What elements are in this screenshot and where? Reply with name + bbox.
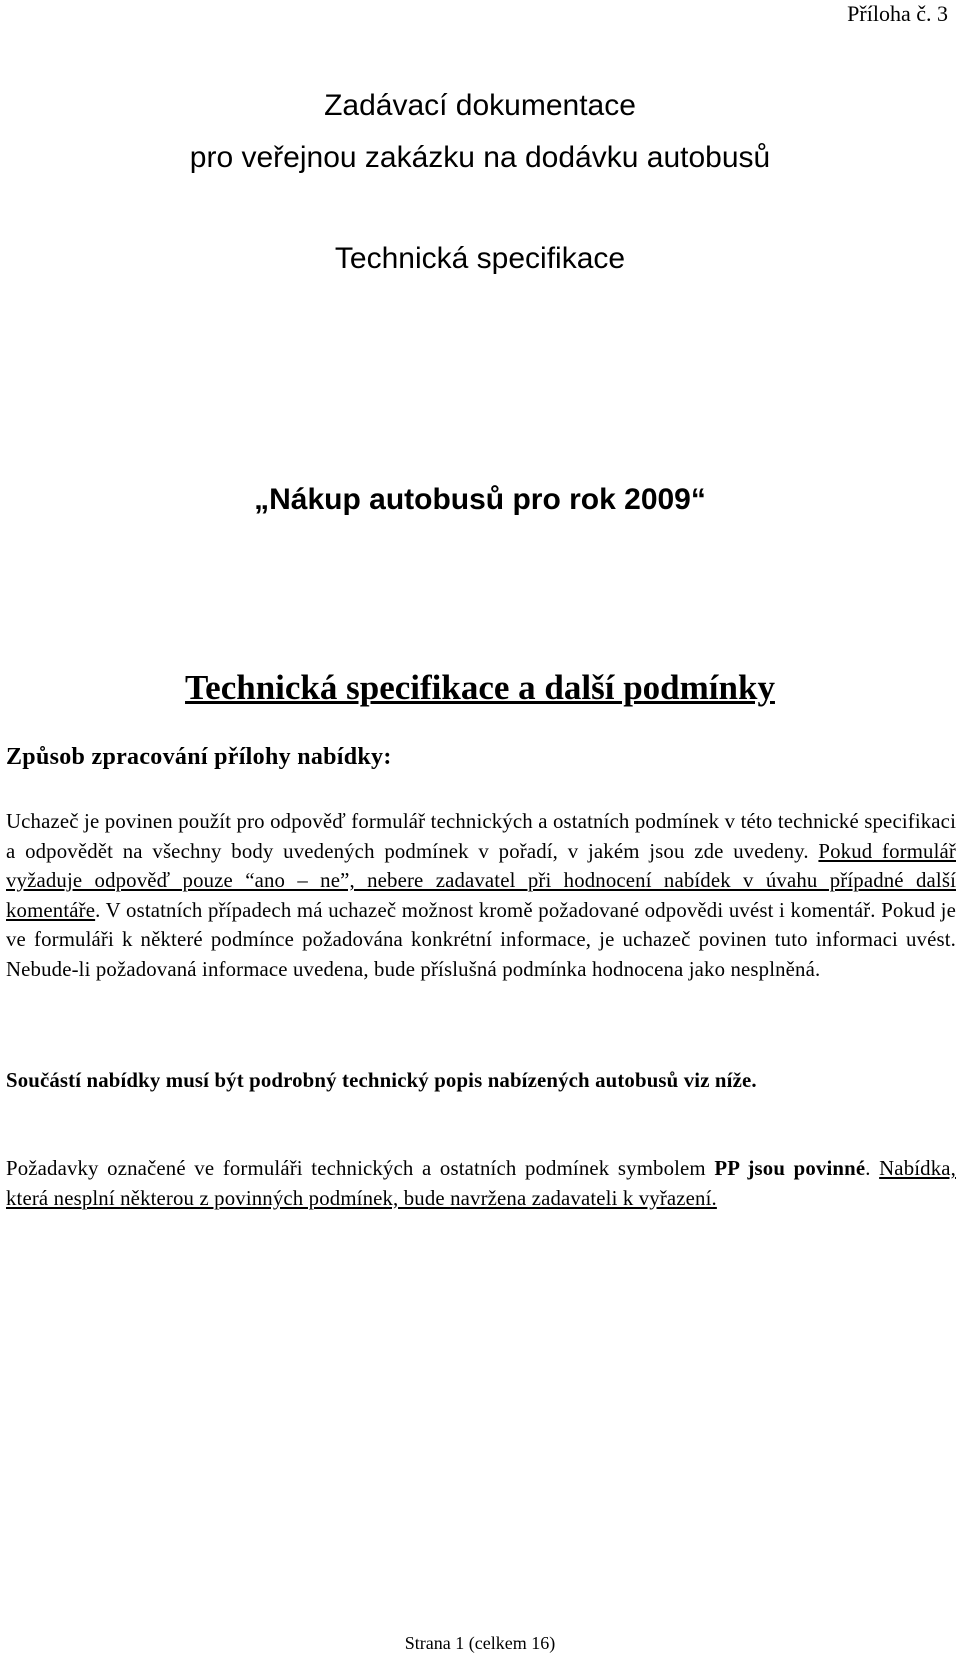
mandatory-requirements-paragraph bbox=[6, 1154, 956, 1213]
paragraph-text: . V ostatních případech má uchazeč možnost kromě požadované odpovědi uvést i komentář. Pokud je ve formuláři k některé podmínce požadována konkrétní informace, je uchazeč povinen tuto informaci uvést. Nebude-li požadovaná informace uvedena, bude příslušná podmínka hodnocena jako nesplněná. bbox=[6, 898, 956, 981]
document-title-line-1: Zadávací dokumentace bbox=[324, 89, 636, 122]
method-heading: Způsob zpracování přílohy nabídky: bbox=[6, 744, 392, 770]
project-name: „Nákup autobusů pro rok 2009“ bbox=[254, 483, 706, 516]
document-title-line-3: Technická specifikace bbox=[334, 242, 626, 275]
page-footer: Strana 1 (celkem 16) bbox=[404, 1633, 556, 1653]
instructions-paragraph bbox=[6, 807, 956, 984]
section-heading: Technická specifikace a další podmínky bbox=[185, 668, 775, 707]
paragraph-text: Požadavky označené ve formuláři technických a ostatních podmínek symbolem bbox=[6, 1157, 715, 1180]
annex-label: Příloha č. 3 bbox=[847, 1, 948, 26]
paragraph-text: . bbox=[865, 1157, 880, 1180]
document-title-line-2: pro veřejnou zakázku na dodávku autobusů bbox=[189, 141, 771, 174]
technical-description-note: Součástí nabídky musí být podrobný technický popis nabízených autobusů viz níže. bbox=[6, 1069, 757, 1092]
paragraph-text: Uchazeč je povinen použít pro odpověď formulář technických a ostatních podmínek v této technické specifikaci a odpovědět na všechny body uvedených podmínek v pořadí, v jakém jsou zde uvedeny. bbox=[6, 810, 956, 863]
underlined-text: Nabídka, která nesplní některou z povinných podmínek, bude navržena zadavateli k vyřazení. bbox=[6, 1157, 956, 1210]
underlined-text: Pokud formulář vyžaduje odpověď pouze “ano – ne”, nebere zadavatel při hodnocení nabídek v úvahu případné další komentáře bbox=[6, 839, 956, 922]
bold-text: PP jsou povinné bbox=[714, 1157, 866, 1180]
